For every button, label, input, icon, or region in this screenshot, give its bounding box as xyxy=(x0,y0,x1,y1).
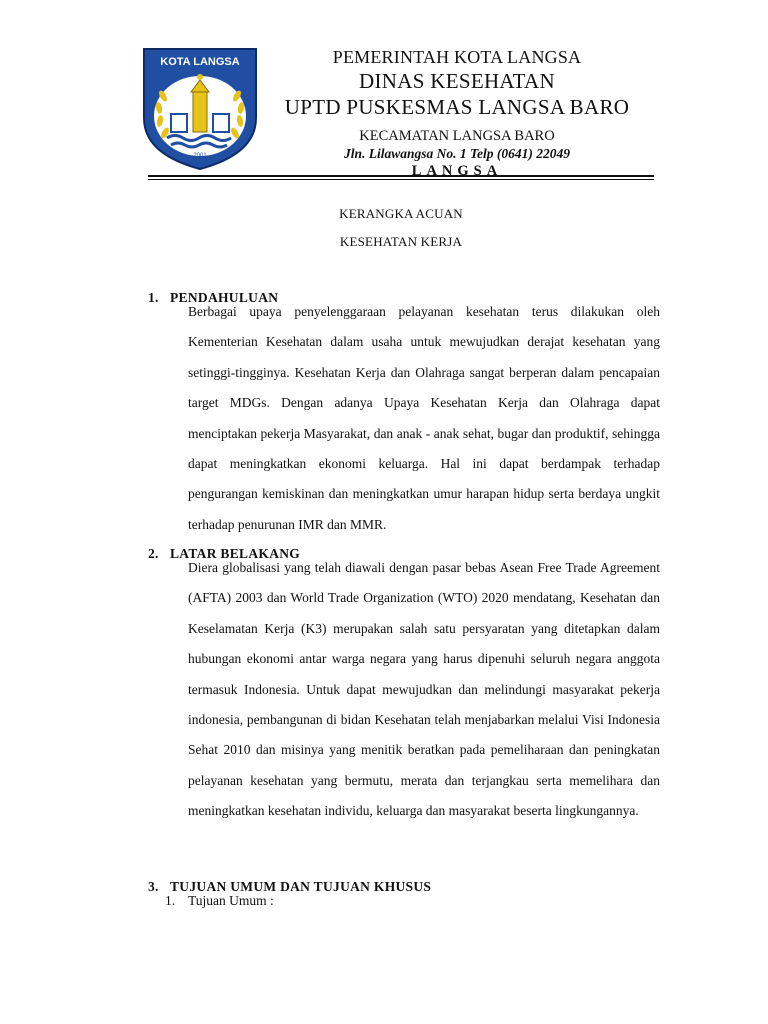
section-body: Diera globalisasi yang telah diawali dengan pasar bebas Asean Free Trade Agreement (AFTA) 2003 dan World Trade Organization (WTO) 2020 mendatang, Kesehatan dan Keselamatan Kerja (K3) merupakan salah satu persyaratan yang ditetapkan dalam hubungan ekonomi antar warga negara yang harus dipenuhi seluruh negara anggota termasuk Indonesia. Untuk dapat mewujudkan dan melindungi masyarakat pekerja indonesia, pembangunan di bidan Kesehatan telah menjabarkan melalui Visi Indonesia Sehat 2010 dan misinya yang menitik beratkan pada pemeliharaan dan peningkatan pelayanan kesehatan yang bermutu, merata dan terjangkau serta memelihara dan meningkatkan kesehatan individu, keluarga dan masyarakat beserta lingkungannya. xyxy=(188,560,660,819)
letterhead-divider-thick xyxy=(148,175,654,177)
section-title: LATAR BELAKANG xyxy=(170,546,301,561)
letterhead-address: Jln. Lilawangsa No. 1 Telp (0641) 22049 xyxy=(343,146,570,161)
subsection-label: Tujuan Umum : xyxy=(188,893,274,908)
section-title: TUJUAN UMUM DAN TUJUAN KHUSUS xyxy=(170,879,432,894)
subsection-number: 1. xyxy=(165,893,176,908)
emblem-year: 2001 xyxy=(193,153,207,159)
section-number: 1. xyxy=(148,290,159,305)
letterhead-city: LANGSA xyxy=(411,163,503,179)
letterhead-government: PEMERINTAH KOTA LANGSA xyxy=(332,47,582,67)
section-body: Berbagai upaya penyelenggaraan pelayanan kesehatan terus dilakukan oleh Kementerian Kesehatan dalam usaha untuk mewujudkan derajat kesehatan yang setinggi-tingginya. Kesehatan Kerja dan Olahraga sangat berperan dalam pencapaian target MDGs. Dengan adanya Upaya Kesehatan Kerja dan Olahraga dapat menciptakan pekerja Masyarakat, dan anak - anak sehat, bugar dan produktif, sehingga dapat meningkatkan ekonomi keluarga. Hal ini dapat berdampak terhadap pengurangan kemiskinan dan meningkatkan umur harapan hidup serta berdaya ungkit terhadap penurunan IMR dan MMR. xyxy=(188,304,660,532)
letterhead-district: KECAMATAN LANGSA BARO xyxy=(359,128,555,144)
section-title: PENDAHULUAN xyxy=(170,290,279,305)
letterhead xyxy=(265,46,649,180)
kota-langsa-emblem xyxy=(141,46,259,172)
letterhead-divider-thin xyxy=(148,179,654,180)
letterhead-agency: DINAS KESEHATAN xyxy=(359,69,555,93)
emblem-label: KOTA LANGSA xyxy=(160,56,240,68)
section-number: 3. xyxy=(148,879,159,894)
subsection-item xyxy=(165,893,274,909)
document-title: KERANGKA ACUAN xyxy=(339,206,463,221)
document-subtitle: KESEHATAN KERJA xyxy=(339,234,463,249)
letterhead-institution: UPTD PUSKESMAS LANGSA BARO xyxy=(284,95,630,119)
section-number: 2. xyxy=(148,546,159,561)
